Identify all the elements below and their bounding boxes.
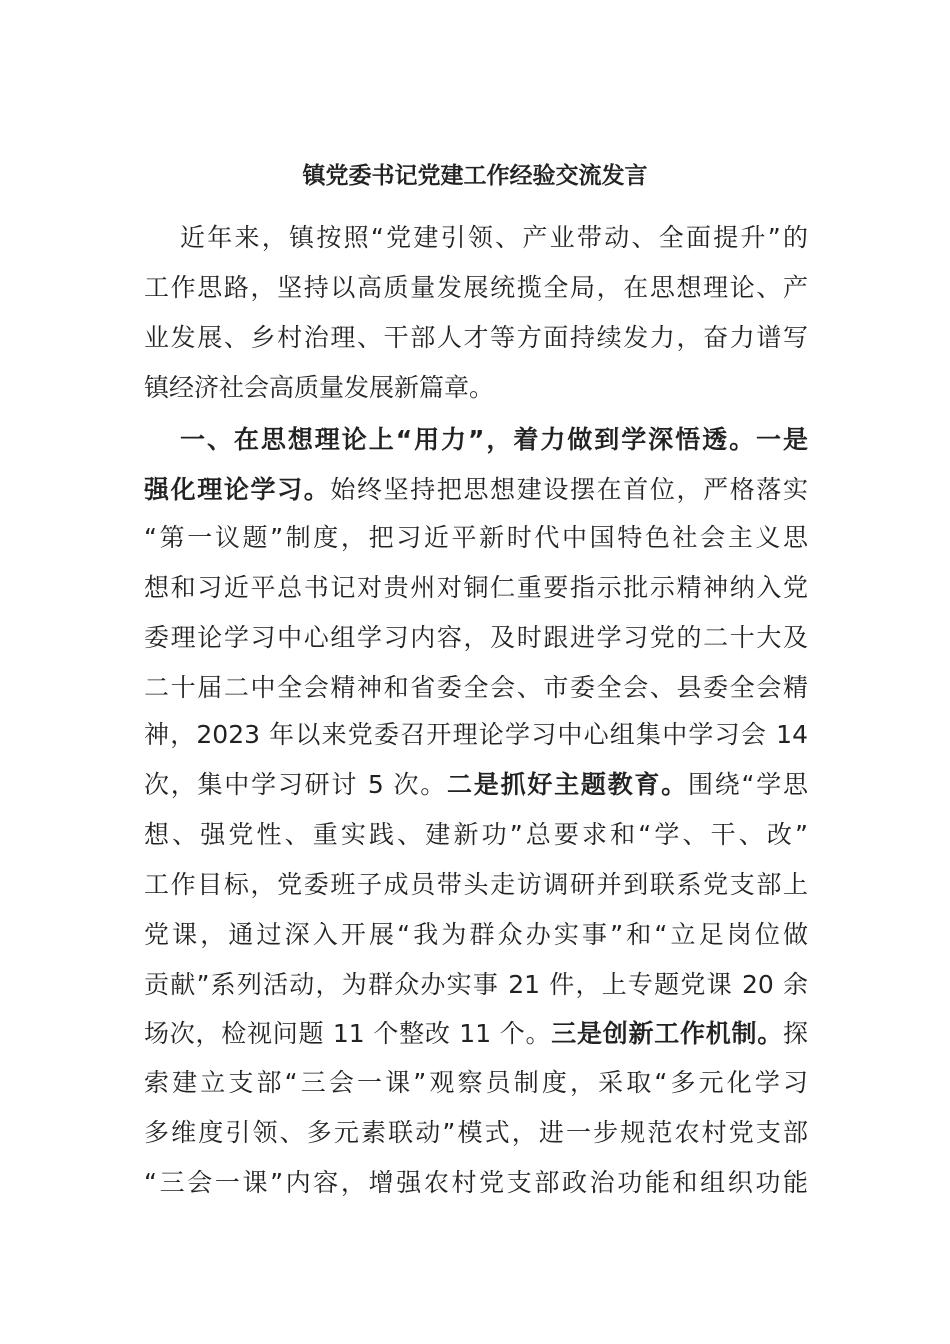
section1-line-3: “第一议题”制度，把习近平新时代中国特色社会主义思 — [144, 523, 808, 552]
point2-text-start: 围绕“学思 — [687, 770, 808, 799]
section1-line-2 — [144, 465, 808, 515]
point3-title: 三是创新工作机制。 — [551, 1019, 783, 1048]
intro-line-3: 业发展、乡村治理、干部人才等方面持续发力，奋力谱写 — [144, 323, 808, 352]
section1-line-4: 想和习近平总书记对贵州对铜仁重要指示批示精神纳入党 — [144, 573, 808, 602]
section1-line-8 — [144, 760, 808, 810]
section1-line-7: 神，2023 年以来党委召开理论学习中心组集中学习会 14 — [144, 720, 808, 749]
section1-line-13 — [144, 1009, 808, 1059]
point1-title: 强化理论学习。 — [144, 475, 331, 504]
study-count-text: 次，集中学习研讨 5 次。 — [144, 770, 448, 799]
intro-line-4: 镇经济社会高质量发展新篇章。 — [144, 373, 495, 402]
section1-line-12: 贡献”系列活动，为群众办实事 21 件，上专题党课 20 余 — [144, 970, 808, 999]
section1-line-15: 多维度引领、多元素联动”模式，进一步规范农村党支部 — [144, 1118, 808, 1147]
point1-text: 始终坚持把思想建设摆在首位，严格落实 — [330, 475, 808, 504]
point2-title: 二是抓好主题教育。 — [447, 770, 688, 799]
section1-line-16: “三会一课”内容，增强农村党支部政治功能和组织功能 — [144, 1168, 808, 1197]
section1-line-14: 索建立支部“三会一课”观察员制度，采取“多元化学习 — [144, 1068, 808, 1097]
section1-line-5: 委理论学习中心组学习内容，及时跟进学习党的二十大及 — [144, 623, 808, 652]
section1-line-10: 工作目标，党委班子成员带头走访调研并到联系党支部上 — [144, 870, 808, 899]
review-count-text: 场次，检视问题 11 个整改 11 个。 — [144, 1019, 552, 1048]
section1-heading: 一、在思想理论上“用力”，着力做到学深悟透。一是 — [180, 425, 808, 454]
section1-line-9: 想、强党性、重实践、建新功”总要求和“学、干、改” — [144, 820, 808, 849]
document-title: 镇党委书记党建工作经验交流发言 — [302, 163, 648, 189]
section1-line-6: 二十届二中全会精神和省委全会、市委全会、县委全会精 — [144, 673, 808, 702]
intro-line-1: 近年来，镇按照“党建引领、产业带动、全面提升”的 — [180, 223, 808, 252]
intro-line-2: 工作思路，坚持以高质量发展统揽全局，在思想理论、产 — [144, 273, 808, 302]
section1-line-11: 党课，通过深入开展“我为群众办实事”和“立足岗位做 — [144, 920, 808, 949]
point3-text-start: 探 — [782, 1019, 808, 1048]
